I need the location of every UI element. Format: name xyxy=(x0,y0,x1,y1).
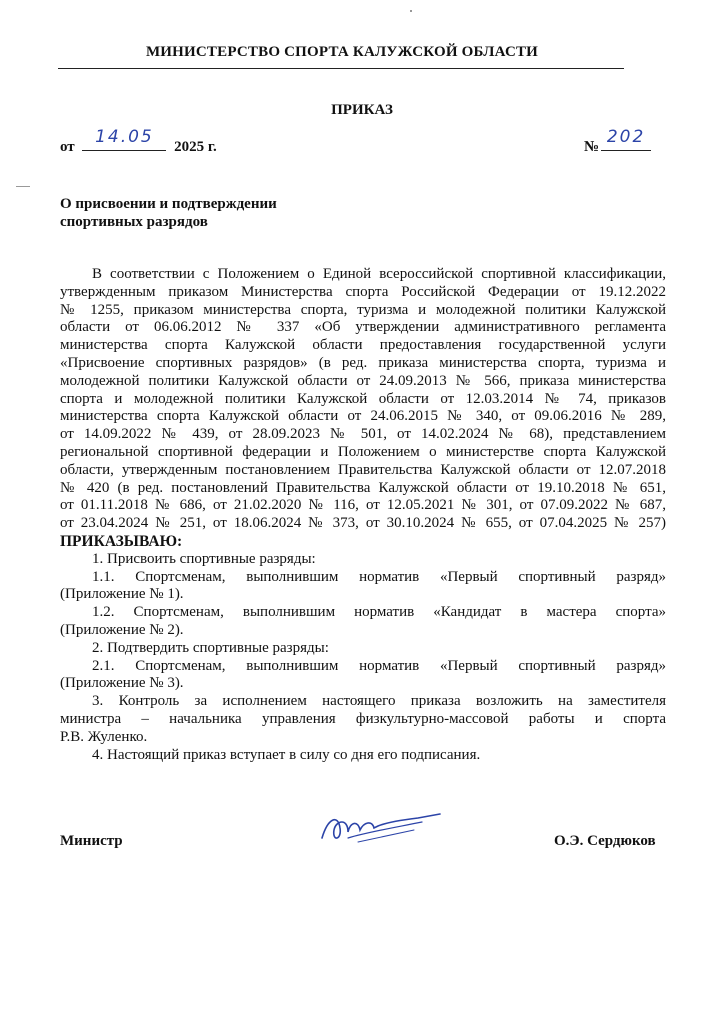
preamble-line: № 1255, приказом министерства спорта, туризма и молодежной политики Калужской xyxy=(60,301,666,318)
handwritten-date: 14.05 xyxy=(95,127,154,147)
subject-line: О присвоении и подтверждении xyxy=(60,196,277,212)
date-year: 2025 г. xyxy=(174,139,217,155)
clause-1-2: 1.2. Спортсменам, выполнившим норматив «Кандидат в мастера спорта» xyxy=(92,604,666,621)
preamble-line: области, утвержденным постановлением Правительства Калужской области от 12.07.2018 xyxy=(60,461,666,478)
date-prefix: от xyxy=(60,139,75,155)
clause-2-1: 2.1. Спортсменам, выполнившим норматив «Первый спортивный разряд» xyxy=(92,657,666,674)
clause-1-1-annex: (Приложение № 1). xyxy=(60,586,184,603)
preamble-line: В соответствии с Положением о Единой всероссийской спортивной классификации, xyxy=(92,266,666,282)
preamble-line: области от 06.06.2012 № 337 «Об утверждении административного регламента xyxy=(60,319,666,336)
clause-3-cont: Р.В. Жуленко. xyxy=(60,728,148,745)
document-title: ПРИКАЗ xyxy=(331,102,393,118)
number-prefix: № xyxy=(584,139,600,155)
date-line xyxy=(60,127,217,156)
clause-3: 3. Контроль за исполнением настоящего приказа возложить на заместителя xyxy=(92,693,666,710)
clause-2-1-annex: (Приложение № 3). xyxy=(60,675,184,692)
signer-name: О.Э. Сердюков xyxy=(554,833,656,849)
preamble-line: № 420 (в ред. постановлений Правительства Калужской области от 19.10.2018 № 651, xyxy=(60,479,666,496)
clause-2: 2. Подтвердить спортивные разряды: xyxy=(92,639,329,656)
preamble-line: утвержденным приказом Министерства спорта Российской Федерации от 19.12.2022 xyxy=(60,283,666,300)
decree-word: ПРИКАЗЫВАЮ: xyxy=(60,532,183,550)
subject-line: спортивных разрядов xyxy=(60,213,208,230)
organization-header: МИНИСТЕРСТВО СПОРТА КАЛУЖСКОЙ ОБЛАСТИ xyxy=(145,44,539,60)
clause-4: 4. Настоящий приказ вступает в силу со дня его подписания. xyxy=(92,746,481,763)
clause-3-cont: министра – начальника управления физкультурно-массовой работы и спорта xyxy=(60,710,666,727)
preamble-line: от 14.09.2022 № 439, от 28.09.2023 № 501, от 14.02.2024 № 68), представлением xyxy=(60,426,666,443)
order-body xyxy=(60,266,666,764)
scan-speck xyxy=(410,10,412,12)
signer-position: Министр xyxy=(60,833,123,849)
preamble-line: министерства спорта Калужской области от 24.06.2015 № 340, от 09.06.2016 № 289, xyxy=(60,408,666,425)
number-line xyxy=(584,127,651,156)
preamble-line: министерства спорта Калужской области предоставления государственной услуги xyxy=(60,337,666,354)
preamble-line: региональной спортивной федерации и Положением о министерстве спорта Калужской xyxy=(60,443,666,460)
margin-mark xyxy=(16,186,30,187)
clause-1-1: 1.1. Спортсменам, выполнившим норматив «Первый спортивный разряд» xyxy=(92,568,666,585)
number-field xyxy=(601,127,651,151)
date-field xyxy=(82,127,166,151)
handwritten-signature xyxy=(318,808,444,850)
preamble-line: молодежной политики Калужской области от 24.09.2013 № 566, приказа министерства xyxy=(60,372,666,389)
preamble-line: от 01.11.2018 № 686, от 21.02.2020 № 116, от 12.05.2021 № 301, от 07.09.2022 № 687, xyxy=(60,497,666,514)
preamble-line: спорта и молодежной политики Калужской области от 12.03.2014 № 74, приказов xyxy=(60,390,666,407)
order-subject xyxy=(60,196,380,231)
handwritten-number: 202 xyxy=(606,127,646,147)
clause-1-2-annex: (Приложение № 2). xyxy=(60,621,184,638)
clause-1: 1. Присвоить спортивные разряды: xyxy=(92,550,316,567)
preamble-line: «Присвоение спортивных разрядов» (в ред. приказа министерства спорта, туризма и xyxy=(60,354,666,371)
header-rule xyxy=(58,68,624,69)
preamble-line: от 23.04.2024 № 251, от 18.06.2024 № 373, от 30.10.2024 № 655, от 07.04.2025 № 257) xyxy=(60,515,666,532)
